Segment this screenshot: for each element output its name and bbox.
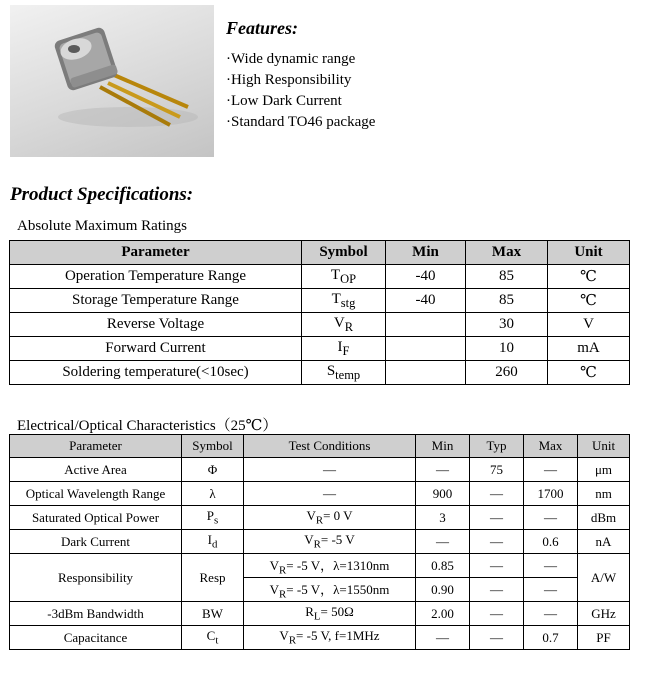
col-header: Parameter xyxy=(10,435,182,458)
param-cell: Soldering temperature(<10sec) xyxy=(10,361,302,385)
max-cell: — xyxy=(524,458,578,482)
table-row xyxy=(10,482,630,506)
feature-item: ·Standard TO46 package xyxy=(226,114,376,130)
feature-item: ·Wide dynamic range xyxy=(226,51,356,67)
unit-cell: V xyxy=(548,313,630,337)
cond-text: = -5 V，λ=1550nm xyxy=(286,581,390,597)
symbol-main: T xyxy=(331,290,341,307)
photodiode-icon xyxy=(10,5,214,157)
product-specifications-title: Product Specifications: xyxy=(10,184,194,205)
min-cell xyxy=(386,313,466,337)
table-row xyxy=(10,602,630,626)
max-cell: — xyxy=(524,578,578,602)
cond-sub: R xyxy=(279,564,287,577)
table-header-row xyxy=(10,241,630,265)
param-cell: Responsibility xyxy=(10,554,182,602)
symbol-main: C xyxy=(206,628,216,644)
cond-text: = -5 V，λ=1310nm xyxy=(286,557,390,573)
min-cell: 0.90 xyxy=(416,578,470,602)
symbol-main: I xyxy=(207,532,212,548)
absolute-max-ratings-table xyxy=(9,240,630,385)
symbol-cell xyxy=(302,337,386,361)
symbol-cell xyxy=(302,289,386,313)
unit-cell: ℃ xyxy=(548,361,630,385)
cond-sub: R xyxy=(313,538,321,551)
cond-text: = 50Ω xyxy=(320,604,354,620)
table-row xyxy=(10,337,630,361)
unit-cell: A/W xyxy=(578,554,630,602)
cond-sub: R xyxy=(279,588,287,601)
cond-symbol: V xyxy=(304,532,314,548)
min-cell: -40 xyxy=(386,265,466,289)
condition-cell xyxy=(244,530,416,554)
symbol-main: S xyxy=(326,362,336,379)
unit-cell: nm xyxy=(578,482,630,506)
col-header: Symbol xyxy=(182,435,244,458)
symbol-main: T xyxy=(330,266,341,283)
unit-cell: ℃ xyxy=(548,289,630,313)
symbol-cell xyxy=(182,506,244,530)
typ-cell: 75 xyxy=(470,458,524,482)
param-cell: -3dBm Bandwidth xyxy=(10,602,182,626)
param-cell: Optical Wavelength Range xyxy=(10,482,182,506)
symbol-cell xyxy=(302,361,386,385)
min-cell: — xyxy=(416,626,470,650)
min-cell: 900 xyxy=(416,482,470,506)
max-cell: — xyxy=(524,554,578,578)
feature-item: ·High Responsibility xyxy=(226,72,352,88)
typ-cell: — xyxy=(470,506,524,530)
col-header: Unit xyxy=(578,435,630,458)
absolute-max-ratings-title: Absolute Maximum Ratings xyxy=(17,218,187,234)
unit-cell: GHz xyxy=(578,602,630,626)
max-cell: — xyxy=(524,506,578,530)
col-header: Max xyxy=(466,241,548,265)
condition-cell: — xyxy=(244,482,416,506)
features-section xyxy=(226,18,375,133)
table-row xyxy=(10,289,630,313)
symbol-main: I xyxy=(337,338,343,355)
table-row xyxy=(10,626,630,650)
condition-cell xyxy=(244,602,416,626)
symbol-sub: d xyxy=(211,538,218,551)
symbol-sub: R xyxy=(344,319,354,334)
condition-cell xyxy=(244,506,416,530)
symbol-cell: Φ xyxy=(182,458,244,482)
symbol-cell xyxy=(182,530,244,554)
table-header-row xyxy=(10,435,630,458)
condition-cell: — xyxy=(244,458,416,482)
min-cell: 3 xyxy=(416,506,470,530)
col-header: Typ xyxy=(470,435,524,458)
unit-cell: dBm xyxy=(578,506,630,530)
max-cell: 0.7 xyxy=(524,626,578,650)
features-title: Features: xyxy=(226,18,298,38)
table-row xyxy=(10,265,630,289)
param-cell: Operation Temperature Range xyxy=(10,265,302,289)
cond-sub: R xyxy=(315,514,324,527)
param-cell: Dark Current xyxy=(10,530,182,554)
symbol-main: V xyxy=(333,314,345,331)
min-cell xyxy=(386,337,466,361)
col-header: Parameter xyxy=(10,241,302,265)
param-cell: Saturated Optical Power xyxy=(10,506,182,530)
symbol-cell: BW xyxy=(182,602,244,626)
param-cell: Reverse Voltage xyxy=(10,313,302,337)
table-row xyxy=(10,313,630,337)
col-header: Symbol xyxy=(302,241,386,265)
max-cell: — xyxy=(524,602,578,626)
max-cell: 0.6 xyxy=(524,530,578,554)
unit-cell: nA xyxy=(578,530,630,554)
min-cell: -40 xyxy=(386,289,466,313)
product-photo xyxy=(10,5,214,157)
cond-text: = -5 V xyxy=(320,532,355,548)
col-header: Unit xyxy=(548,241,630,265)
cond-symbol: R xyxy=(305,604,314,620)
table-row xyxy=(10,361,630,385)
unit-cell: μm xyxy=(578,458,630,482)
condition-cell xyxy=(244,626,416,650)
min-cell: — xyxy=(416,458,470,482)
min-cell xyxy=(386,361,466,385)
cond-symbol: V xyxy=(279,628,289,644)
cond-sub: L xyxy=(313,610,321,623)
feature-item: ·Low Dark Current xyxy=(226,93,342,109)
typ-cell: — xyxy=(470,554,524,578)
symbol-sub: s xyxy=(214,514,219,527)
condition-cell xyxy=(244,578,416,602)
symbol-cell xyxy=(182,626,244,650)
unit-cell: ℃ xyxy=(548,265,630,289)
symbol-sub: t xyxy=(215,634,219,647)
condition-cell xyxy=(244,554,416,578)
min-cell: — xyxy=(416,530,470,554)
param-cell: Active Area xyxy=(10,458,182,482)
min-cell: 2.00 xyxy=(416,602,470,626)
col-header: Min xyxy=(416,435,470,458)
cond-text: = 0 V xyxy=(323,508,353,524)
cond-symbol: V xyxy=(269,581,280,597)
symbol-cell: Resp xyxy=(182,554,244,602)
min-cell: 0.85 xyxy=(416,554,470,578)
symbol-cell xyxy=(302,313,386,337)
max-cell: 30 xyxy=(466,313,548,337)
col-header: Test Conditions xyxy=(244,435,416,458)
symbol-sub: stg xyxy=(340,295,356,310)
col-header: Min xyxy=(386,241,466,265)
table-row xyxy=(10,458,630,482)
cond-text: = -5 V, f=1MHz xyxy=(296,628,380,644)
col-header: Max xyxy=(524,435,578,458)
typ-cell: — xyxy=(470,530,524,554)
param-cell: Forward Current xyxy=(10,337,302,361)
max-cell: 10 xyxy=(466,337,548,361)
symbol-sub: temp xyxy=(335,367,361,382)
max-cell: 260 xyxy=(466,361,548,385)
typ-cell: — xyxy=(470,578,524,602)
typ-cell: — xyxy=(470,482,524,506)
typ-cell: — xyxy=(470,626,524,650)
electrical-optical-table xyxy=(9,434,630,650)
max-cell: 85 xyxy=(466,265,548,289)
symbol-sub: OP xyxy=(340,271,357,286)
unit-cell: PF xyxy=(578,626,630,650)
symbol-main: P xyxy=(206,508,214,524)
max-cell: 85 xyxy=(466,289,548,313)
table-row xyxy=(10,530,630,554)
table-row xyxy=(10,554,630,578)
param-cell: Capacitance xyxy=(10,626,182,650)
typ-cell: — xyxy=(470,602,524,626)
cond-sub: R xyxy=(288,634,297,647)
symbol-cell: λ xyxy=(182,482,244,506)
symbol-sub: F xyxy=(342,343,350,358)
unit-cell: mA xyxy=(548,337,630,361)
electrical-optical-title: Electrical/Optical Characteristics（25℃） xyxy=(17,418,278,434)
cond-symbol: V xyxy=(269,557,280,573)
param-cell: Storage Temperature Range xyxy=(10,289,302,313)
table-row xyxy=(10,506,630,530)
symbol-cell xyxy=(302,265,386,289)
cond-symbol: V xyxy=(306,508,316,524)
max-cell: 1700 xyxy=(524,482,578,506)
